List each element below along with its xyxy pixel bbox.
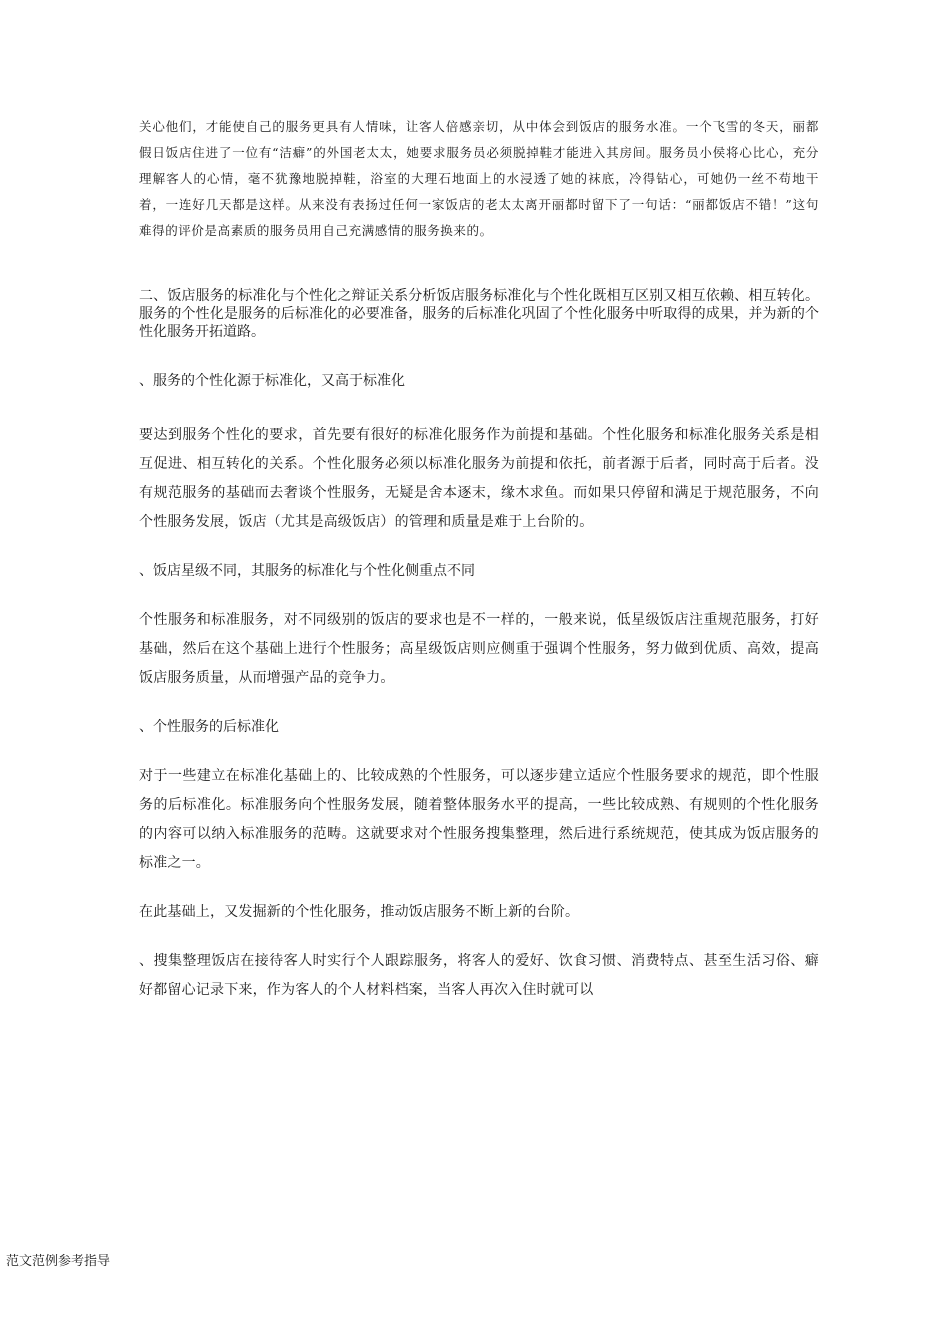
paragraph-post-standardization: 对于一些建立在标准化基础上的、比较成熟的个性服务，可以逐步建立适应个性服务要求的规范，即个性服务的后标准化。标准服务向个性服务发展，随着整体服务水平的提高，一些比较成熟、有规则的个性化服务的内容可以纳入标准服务的范畴。这就要求对个性服务搜集整理，然后进行系统规范，使其成为饭店服务的标准之一。 xyxy=(139,768,819,871)
section-heading-dialectics: 二、饭店服务的标准化与个性化之辩证关系分析饭店服务标准化与个性化既相互区别又相互依赖、相互转化。服务的个性化是服务的后标准化的必要准备，服务的后标准化巩固了个性化服务中听取得的成果，并为新的个性化服务开拓道路。 xyxy=(139,288,819,340)
paragraph-star-level: 个性服务和标准服务，对不同级别的饭店的要求也是不一样的，一般来说，低星级饭店注重规范服务，打好基础，然后在这个基础上进行个性服务；高星级饭店则应侧重于强调个性服务，努力做到优质、高效，提高饭店服务质量，从而增强产品的竞争力。 xyxy=(139,612,819,686)
subheading-star-level: 、饭店星级不同，其服务的标准化与个性化侧重点不同 xyxy=(139,563,475,579)
document-body xyxy=(139,114,819,1005)
subheading-personalization-origin: 、服务的个性化源于标准化，又高于标准化 xyxy=(139,373,405,389)
page-footer: 范文范例参考指导 xyxy=(6,1254,111,1269)
paragraph-guest-tracking: 、搜集整理饭店在接待客人时实行个人跟踪服务，将客人的爱好、饮食习惯、消费特点、甚至生活习俗、癖好都留心记录下来，作为客人的个人材料档案，当客人再次入住时就可以 xyxy=(139,953,819,998)
subheading-post-standardization: 、个性服务的后标准化 xyxy=(139,719,279,735)
paragraph-new-services: 在此基础上，又发掘新的个性化服务，推动饭店服务不断上新的台阶。 xyxy=(139,904,580,920)
paragraph-guest-care-story: 关心他们，才能使自己的服务更具有人情味，让客人倍感亲切，从中体会到饭店的服务水准。一个飞雪的冬天，丽都假日饭店住进了一位有“洁癖”的外国老太太，她要求服务员必须脱掉鞋才能进入其房间。服务员小侯将心比心，充分理解客人的心情，毫不犹豫地脱掉鞋，浴室的大理石地面上的水浸透了她的袜底，冷得钻心，可她仍一丝不苟地干着，一连好几天都是这样。从来没有表扬过任何一家饭店的老太太离开丽都时留下了一句话：“丽都饭店不错！”这句难得的评价是高素质的服务员用自己充满感情的服务换来的。 xyxy=(139,119,819,238)
paragraph-personalization-basis: 要达到服务个性化的要求，首先要有很好的标准化服务作为前提和基础。个性化服务和标准化服务关系是相互促进、相互转化的关系。个性化服务必须以标准化服务为前提和依托，前者源于后者，同时高于后者。没有规范服务的基础而去奢谈个性服务，无疑是舍本逐末，缘木求鱼。而如果只停留和满足于规范服务，不向个性服务发展，饭店（尤其是高级饭店）的管理和质量是难于上台阶的。 xyxy=(139,427,819,530)
